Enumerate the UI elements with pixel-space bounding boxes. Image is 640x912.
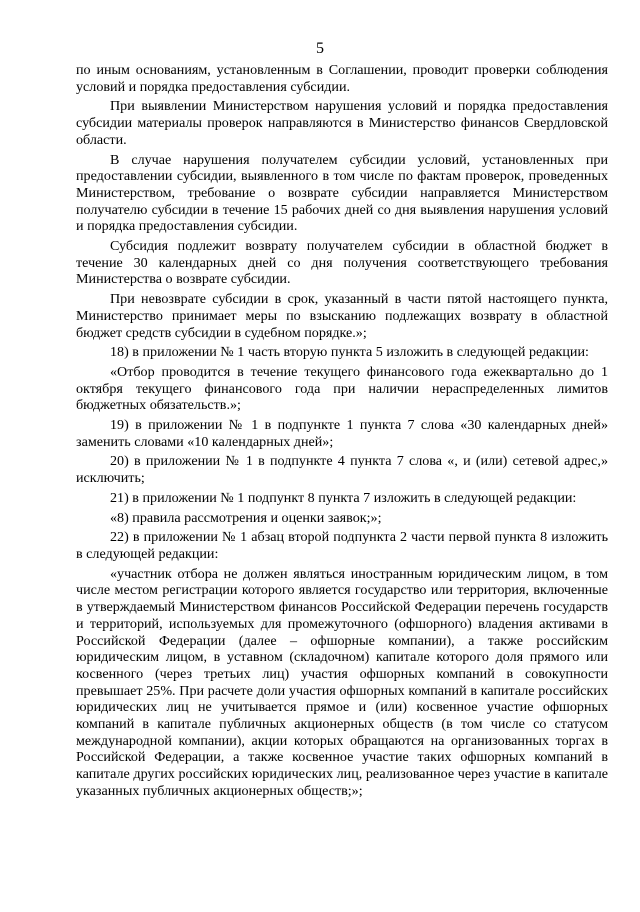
amendment-item-20: 20) в приложении № 1 в подпункте 4 пункта 7 слова «, и (или) сетевой адрес,» исключить;: [76, 453, 608, 487]
paragraph: При невозврате субсидии в срок, указанный в части пятой настоящего пункта, Министерство принимает меры по взысканию подлежащих возврату в областной бюджет средств субсидии в судебном порядке.»;: [76, 291, 608, 341]
amendment-item-18: 18) в приложении № 1 часть вторую пункта 5 изложить в следующей редакции:: [110, 344, 589, 361]
quoted-text: «8) правила рассмотрения и оценки заявок;»;: [110, 509, 382, 526]
paragraph: Субсидия подлежит возврату получателем субсидии в областной бюджет в течение 30 календарных дней со дня получения соответствующего требования Министерства о возврате субсидии.: [76, 238, 608, 288]
document-body: [76, 62, 608, 803]
paragraph: В случае нарушения получателем субсидии условий, установленных при предоставлении субсидии, выявленного в том числе по фактам проверок, проведенных Министерством, требование о возврате субсидии направляется Министерством получателю субсидии в течение 15 рабочих дней со дня выявления нарушения условий и порядка предоставления субсидии.: [76, 151, 608, 235]
quoted-text: «Отбор проводится в течение текущего финансового года ежеквартально до 1 октября текущего финансового года при наличии нераспределенных лимитов бюджетных обязательств.»;: [76, 363, 608, 414]
page-number: 5: [316, 40, 324, 57]
paragraph-continuation: по иным основаниям, установленным в Соглашении, проводит проверки соблюдения условий и порядка предоставления субсидии.: [76, 62, 608, 95]
quoted-text: «участник отбора не должен являться иностранным юридическим лицом, в том числе местом регистрации которого является государство или территория, включенные в утверждаемый Министерством финансов Российской Федерации перечень государств и территорий, используемых для промежуточного (офшорного) владения активами в Российской Федерации (далее – офшорные компании), а также российским юридическим лицом, в уставном (складочном) капитале которого доля прямого или косвенного (через третьих лиц) участия офшорных компаний в совокупности превышает 25%. При расчете доли участия офшорных компаний в капитале российских юридических лиц не учитывается прямое и (или) косвенное участие офшорных компаний в капитале публичных акционерных обществ (в том числе со статусом международной компании), акции которых обращаются на организованных торгах в Российской Федерации, а также косвенное участие таких офшорных компаний в капитале других российских юридических лиц, реализованное через участие в капитале указанных публичных акционерных обществ;»;: [76, 565, 608, 799]
paragraph: При выявлении Министерством нарушения условий и порядка предоставления субсидии материалы проверок направляются в Министерство финансов Свердловской области.: [76, 98, 608, 148]
amendment-item-21: 21) в приложении № 1 подпункт 8 пункта 7 изложить в следующей редакции:: [110, 489, 577, 506]
amendment-item-22: 22) в приложении № 1 абзац второй подпункта 2 части первой пункта 8 изложить в следующей редакции:: [76, 529, 608, 562]
amendment-item-19: 19) в приложении № 1 в подпункте 1 пункта 7 слова «30 календарных дней» заменить словами «10 календарных дней»;: [76, 417, 608, 450]
